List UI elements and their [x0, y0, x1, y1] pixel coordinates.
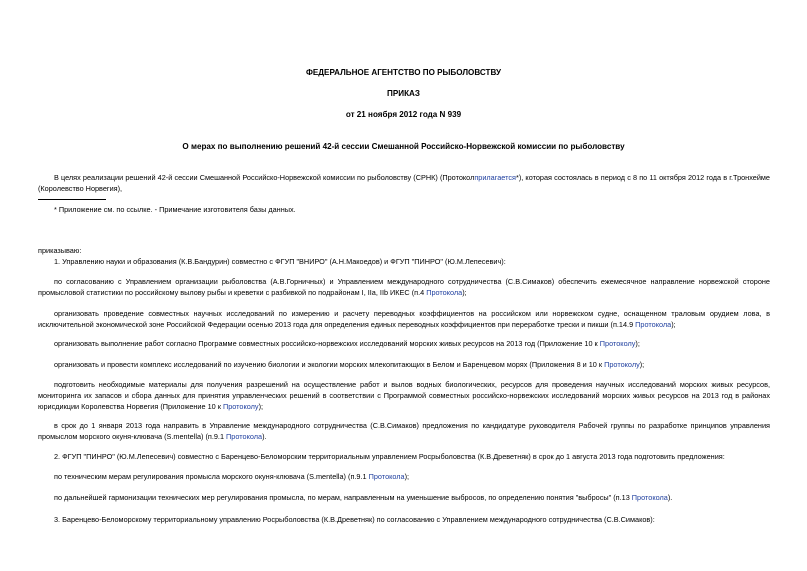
paragraph-5: организовать и провести комплекс исследований по изучению биологии и экологии морских млекопитающих в Белом и Баренцевом морях (Приложения 8 и 10 к Протоколу); — [54, 360, 645, 369]
agency-heading: ФЕДЕРАЛЬНОЕ АГЕНТСТВО ПО РЫБОЛОВСТВУ — [305, 68, 502, 77]
protocol-link[interactable]: Протоколу — [222, 402, 259, 411]
protocol-link[interactable]: Протокола — [635, 320, 672, 329]
paragraph-3: организовать проведение совместных научных исследований по измерению и расчету переводных коэффициентов на российском или норвежском судне, оснащенном траловым орудием лова, в исключительной экономической зоне Российской Федерации осенью 2013 года для определения единых переводных коэффициентов при переработке трески и пикши (п.14.9 Протокола); — [38, 309, 770, 329]
attachment-link[interactable]: прилагается — [474, 173, 516, 182]
protocol-link[interactable]: Протокола — [368, 472, 405, 481]
date-number-heading: от 21 ноября 2012 года N 939 — [345, 110, 462, 119]
protocol-link[interactable]: Протокола — [426, 288, 463, 297]
paragraph-9: по техническим мерам регулирования промысла морского окуня-клювача (S.mentella) (п.9.1 Протокола); — [54, 472, 410, 481]
protocol-link[interactable]: Протоколу — [599, 339, 636, 348]
document-title: О мерах по выполнению решений 42-й сессии Смешанной Российско-Норвежской комиссии по рыболовству — [182, 142, 625, 151]
footnote-divider — [38, 199, 106, 200]
paragraph-2: по согласованию с Управлением организации рыболовства (А.В.Горничных) и Управлением международного сотрудничества (С.В.Симаков) обеспечить ежемесячное направление норвежской стороне промысловой статистики по российскому вылову рыбы и креветки с разбивкой по подрайонам I, IIa, IIb ИКЕС (п.4 Протокола); — [38, 277, 770, 297]
protocol-link[interactable]: Протокола — [226, 432, 263, 441]
intro-paragraph: В целях реализации решений 42-й сессии Смешанной Российско-Норвежской комиссии по рыболовству (СРНК) (Протоколприлагается*), которая состоялась в период с 8 по 11 октября 2012 года в г.Тронхейме (Королевство Норвегия), — [38, 173, 770, 193]
paragraph-11: 3. Баренцево-Беломорскому территориальному управлению Росрыболовства (К.В.Древетняк) по согласованию с Управлением международного сотрудничества (С.В.Симаков): — [54, 515, 655, 524]
paragraph-8: 2. ФГУП "ПИНРО" (Ю.М.Лепесевич) совместно с Баренцево-Беломорским территориальным управлением Росрыболовства (К.В.Древетняк) в срок до 1 августа 2013 года подготовить предложения: — [54, 452, 725, 461]
protocol-link[interactable]: Протокола — [631, 493, 668, 502]
paragraph-10: по дальнейшей гармонизации технических мер регулирования промысла, по мерам, направленным на уменьшение выбросов, по определению понятия "выбросы" (п.13 Протокола). — [54, 493, 673, 502]
paragraph-7: в срок до 1 января 2013 года направить в Управление международного сотрудничества (С.В.Симаков) предложения по кандидатуре руководителя Рабочей группы по разработке принципов управления промыслом морского окуня-клювача (S.mentella) (п.9.1 Протокола). — [38, 421, 770, 441]
paragraph-1: 1. Управлению науки и образования (К.В.Бандурин) совместно с ФГУП "ВНИРО" (А.Н.Макоедов) и ФГУП "ПИНРО" (Ю.М.Лепесевич): — [54, 257, 506, 266]
protocol-link[interactable]: Протоколу — [604, 360, 640, 369]
paragraph-6: подготовить необходимые материалы для получения разрешений на осуществление работ и вылов водных биологических, ресурсов для проведения научных исследований морских живых ресурсов, мониторинга их запасов и сбора данных для принятия управленческих решений в соответствии с Программой совместных российско-норвежских исследований морских живых ресурсов на 2013 год в районах юрисдикции Королевства Норвегия (Приложение 10 к Протоколу); — [38, 380, 770, 411]
doc-type-heading: ПРИКАЗ — [387, 89, 420, 98]
order-word: приказываю: — [38, 246, 82, 255]
paragraph-4: организовать выполнение работ согласно Программе совместных российско-норвежских исследований морских живых ресурсов на 2013 год (Приложение 10 к Протоколу); — [54, 339, 640, 348]
footnote: * Приложение см. по ссылке. - Примечание изготовителя базы данных. — [54, 205, 296, 214]
